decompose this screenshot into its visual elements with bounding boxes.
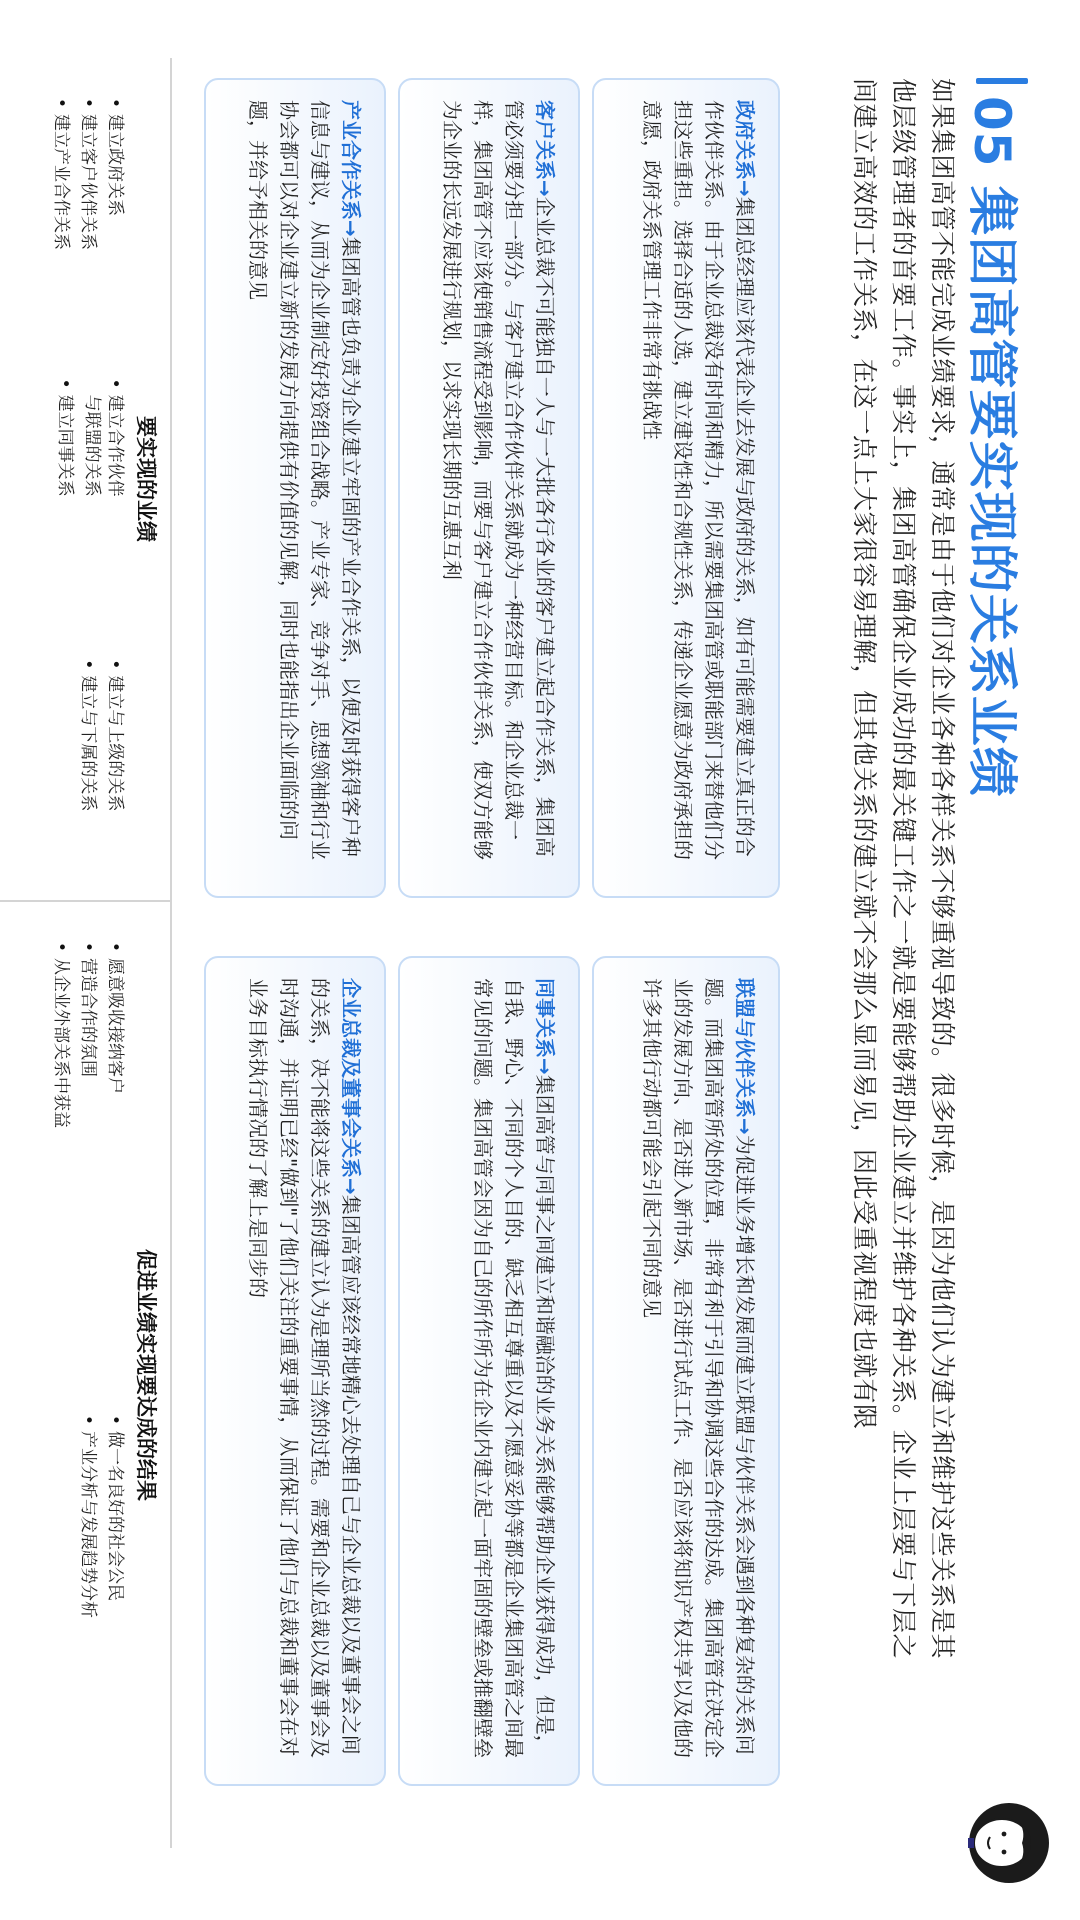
bullet-column [45,58,126,339]
card-heading: 产业合作关系→ [339,100,363,237]
title-accent-bar [976,78,1028,84]
card-heading: 客户关系→ [533,100,557,197]
bullet-column [45,619,126,900]
summary-table [0,58,172,1848]
bullet-item: • 建立产业合作关系 [49,98,72,339]
bullet-item: • 愿意吸收接纳客户 [103,942,126,1375]
bullet-item: • 建立客户伙伴关系 [76,98,99,339]
card-customer-relations [398,78,580,898]
card-heading: 同事关系→ [533,978,557,1075]
section-number: 05 [963,96,1021,168]
card-body: 集团总经理应该代表企业去发展与政府的关系，如有可能需要建立真正的合作伙伴关系。由于企业总裁没有时间和精力，所以需要集团高管或职能部门来替他们分担这些重担。选择合适的人选，建立建设性和合规性关系，传递企业愿意为政府承担的意愿，政府关系管理工作非常有挑战性 [640,100,757,860]
bullet-item: • 营造合作的氛围 [76,942,99,1375]
bullet-column [45,902,126,1375]
avatar-icon [966,1800,1052,1886]
bullet-item: • 做一名良好的社会公民 [103,1415,126,1848]
panel-title: 促进业绩实现要达成的结果 [134,1249,158,1501]
card-body: 为促进业务增长和发展而建立联盟与伙伴关系会遇到各种复杂的关系问题。而集团高管所处的位置，非常有利于引导和协调这些合作的达成。集团高管在决定企业的发展方向、是否进入新市场、是否进行试点工作、是否应该将知识产权共享以及他的许多其他行动都可能会引起不同的意见 [640,978,757,1758]
panel-title: 要实现的业绩 [134,416,158,542]
summary-results-panel [0,902,170,1848]
card-government-relations [592,78,780,898]
intro-paragraph: 如果集团高管不能完成业绩要求，通常是由于他们对企业各种各样关系不够重视导致的。很多时候，是因为他们认为建立和维护这些关系是其他层级管理者的首要工作。事实上，集团高管确保企业成功的最关键工作之一就是要能够帮助企业建立并维护各种关系。企业上层要与下层之间建立高效的工作关系，在这一点上大家很容易理解，但其他关系的建立就不会那么显而易见，因此受重视程度也就有限 [850,78,957,1660]
bullet-item: • 建立同事关系 [53,379,76,620]
card-alliance-partner-relations [592,956,780,1786]
card-body: 企业总裁不可能独自一人与一大批各行各业的客户建立起合作关系，集团高管必须要分担一部分。与客户建立合作伙伴关系就成为一种经营目标。和企业总裁一样，集团高管不应该使销售流程受到影响，而要与客户建立合作伙伴关系，使双方能够为企业的长远发展进行规划，以求实现长期的互惠互利 [440,100,557,860]
card-body: 集团高管与同事之间建立和谐融洽的业务关系能够帮助企业获得成功，但是，自我、野心、不同的个人目的、缺乏相互尊重以及不愿意妥协等都是企业集团高管之间最常见的问题。集团高管会因为自己的所作所为在企业内建立起一面牢固的壁垒或推翻壁垒 [471,978,557,1758]
card-ceo-board-relations [204,956,386,1786]
card-industry-cooperation-relations [204,78,386,898]
page-title [960,96,1032,798]
bullet-item: • 从企业外部关系中获益 [49,942,72,1375]
card-body: 集团高管也负责为企业建立牢固的产业合作关系，以便及时获得客户种信息与建议，从而为企业制定好投资组合战略。产业专家、竞争对手、思想领袖和行业协会都可以对企业建立新的发展方向提供有价值的见解，同时也能指出企业面临的问题，并给予相关的意见 [246,100,363,860]
bullet-item: • 产业分析与发展趋势分析 [76,1415,99,1848]
card-colleague-relations [398,956,580,1786]
bullet-item: • 建立与上级的关系 [103,659,126,900]
bullet-item: • 建立合作伙伴 与联盟的关系 [80,379,126,620]
card-heading: 企业总裁及董事会关系→ [339,978,363,1195]
bullet-item: • 建立与下属的关系 [76,659,99,900]
title-text: 集团高管要实现的关系业绩 [963,185,1021,798]
card-heading: 联盟与伙伴关系→ [733,978,757,1135]
bullet-column [45,1375,126,1848]
bullet-item: • 建立政府关系 [103,98,126,339]
card-heading: 政府关系→ [733,100,757,197]
card-body: 集团高管应该经常地精心去处理自己与企业总裁以及董事会之间的关系，决不能将这些关系的建立认为是理所当然的过程。需要和企业总裁以及董事会及时沟通，并证明已经"做到"了他们关注的重要事情，从而保证了他们与总裁和董事会在对业务目标执行情况的了解上是同步的 [246,978,363,1758]
bullet-column [45,339,126,620]
summary-performance-panel [0,58,170,900]
